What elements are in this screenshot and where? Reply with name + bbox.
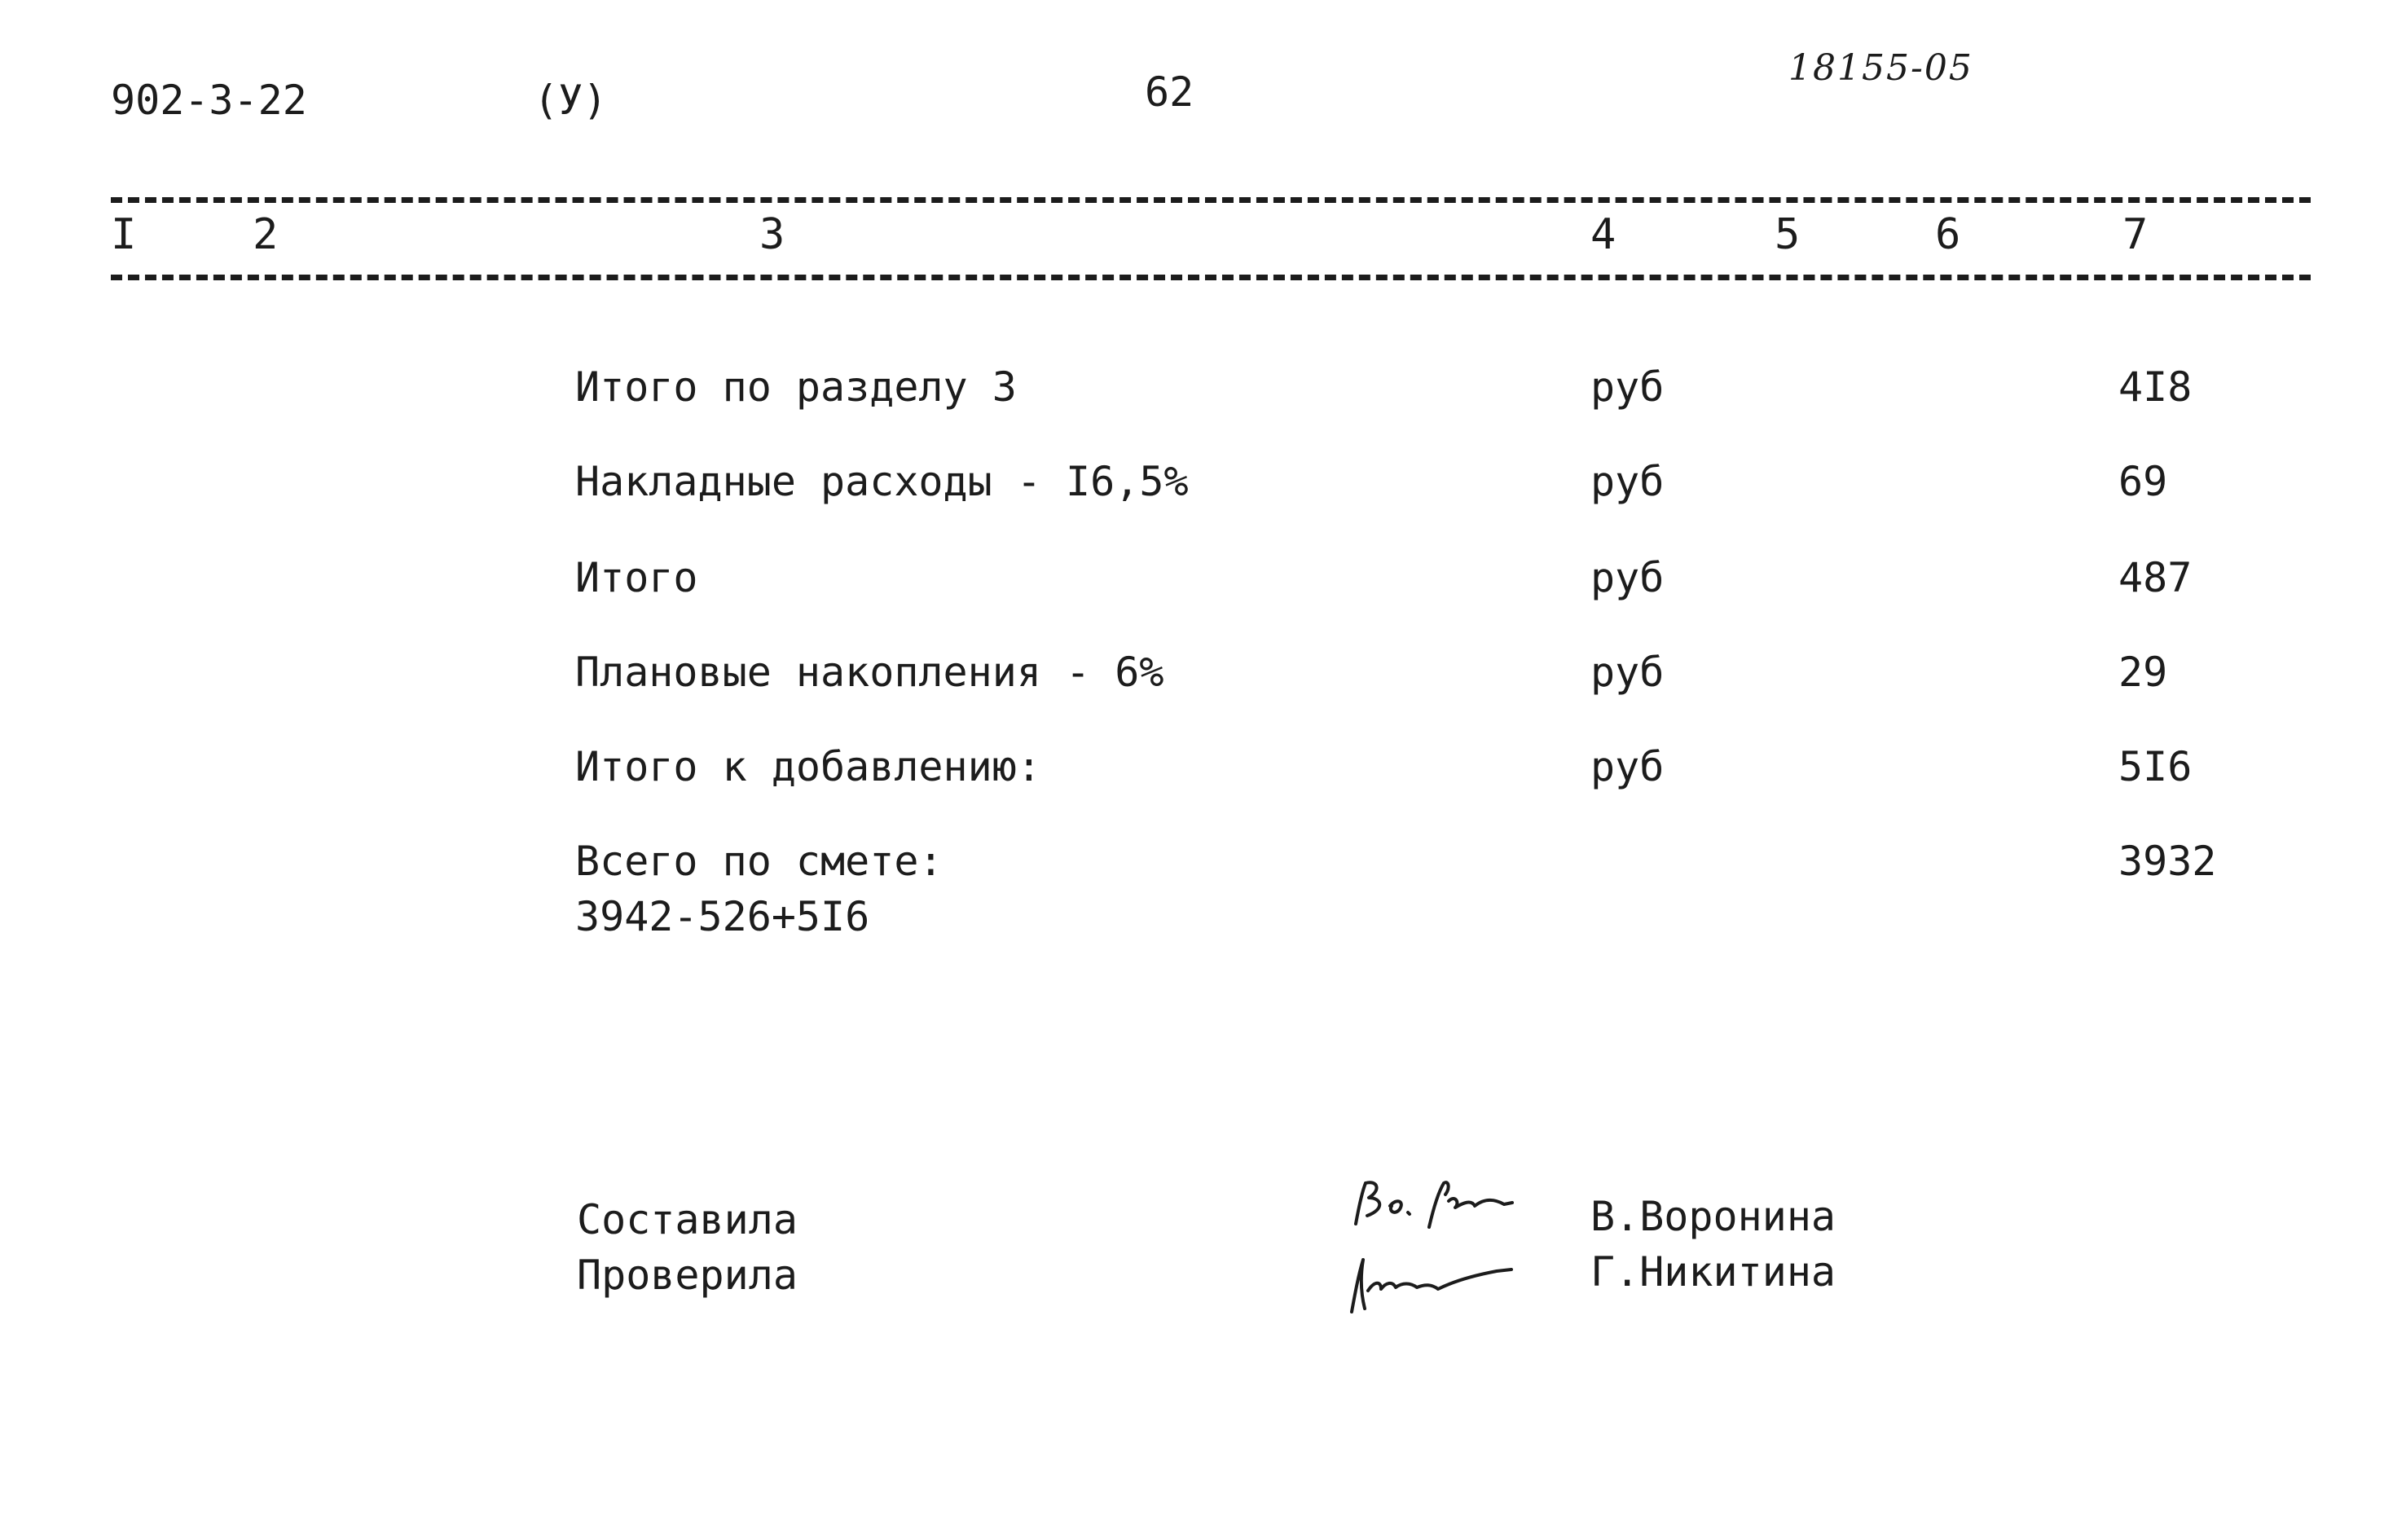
header-bottom-rule [111, 275, 2311, 280]
row-unit: руб [1590, 458, 1665, 505]
total-formula: 3942-526+5I6 [575, 893, 870, 940]
row-value: 4I8 [2118, 363, 2193, 411]
compiled-by-label: Составила [577, 1196, 798, 1243]
page-number: 62 [1145, 68, 1194, 116]
row-unit: руб [1590, 649, 1665, 696]
row-unit: руб [1590, 363, 1665, 411]
row-value: 487 [2118, 554, 2193, 601]
total-value: 3932 [2118, 838, 2217, 885]
row-name: Итого [575, 554, 698, 601]
row-value: 5I6 [2118, 743, 2193, 790]
column-number-1: I [111, 210, 137, 259]
row-name: Итого по разделу 3 [575, 363, 1017, 411]
column-number-5: 5 [1775, 210, 1801, 259]
column-number-2: 2 [253, 210, 279, 259]
signature-voronina [1344, 1173, 1540, 1239]
row-name: Итого к добавлению: [575, 743, 1041, 790]
row-name: Накладные расходы - I6,5% [575, 458, 1189, 505]
document-mark: (У) [534, 77, 608, 124]
row-name: Плановые накопления - 6% [575, 649, 1164, 696]
row-value: 29 [2118, 649, 2168, 696]
document-code: 902-3-22 [111, 77, 307, 124]
handwritten-id: 18155-05 [1788, 47, 1973, 89]
row-unit: руб [1590, 554, 1665, 601]
column-number-3: 3 [759, 210, 785, 259]
signature-nikitina [1340, 1247, 1544, 1320]
header-top-rule [111, 197, 2311, 203]
checked-by-label: Проверила [577, 1252, 798, 1299]
row-value: 69 [2118, 458, 2168, 505]
total-label: Всего по смете: [575, 838, 943, 885]
column-number-7: 7 [2122, 210, 2149, 259]
column-number-4: 4 [1590, 210, 1616, 259]
row-unit: руб [1590, 743, 1665, 790]
compiled-by-name: В.Воронина [1590, 1193, 1836, 1240]
checked-by-name: Г.Никитина [1590, 1248, 1836, 1296]
column-number-6: 6 [1935, 210, 1961, 259]
